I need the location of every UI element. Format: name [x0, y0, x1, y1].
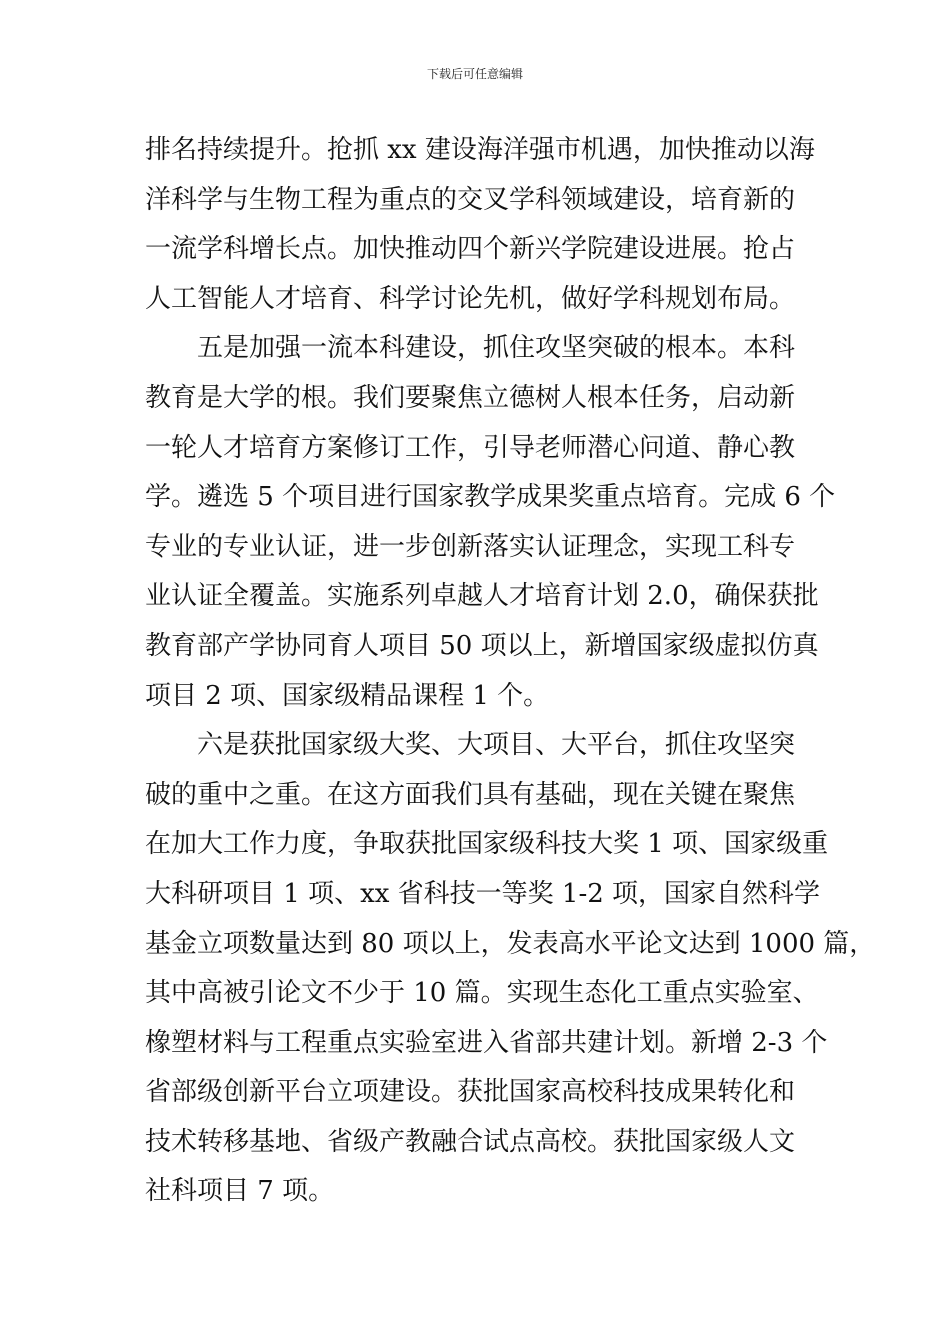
text-line: 项目 2 项、国家级精品课程 1 个。 — [145, 680, 550, 711]
paragraph-first-line: 五是加强一流本科建设，抓住攻坚突破的根本。本科 — [197, 333, 796, 364]
text-line: 省部级创新平台立项建设。获批国家高校科技成果转化和 — [145, 1077, 796, 1108]
text-line: 一流学科增长点。加快推动四个新兴学院建设进展。抢占 — [145, 234, 796, 265]
text-line: 人工智能人才培育、科学讨论先机，做好学科规划布局。 — [145, 283, 796, 314]
text-line: 技术转移基地、省级产教融合试点高校。获批国家级人文 — [145, 1126, 796, 1157]
text-line: 破的重中之重。在这方面我们具有基础，现在关键在聚焦 — [145, 779, 796, 810]
text-line: 业认证全覆盖。实施系列卓越人才培育计划 2.0，确保获批 — [145, 581, 819, 612]
page-header: 下载后可任意编辑 — [426, 67, 523, 81]
paragraph-first-line: 六是获批国家级大奖、大项目、大平台，抓住攻坚突 — [197, 730, 796, 761]
text-line: 基金立项数量达到 80 项以上，发表高水平论文达到 1000 篇， — [145, 928, 876, 959]
text-line: 橡塑材料与工程重点实验室进入省部共建计划。新增 2-3 个 — [145, 1027, 828, 1058]
text-line: 排名持续提升。抢抓 xx 建设海洋强市机遇，加快推动以海 — [145, 135, 815, 165]
text-line: 一轮人才培育方案修订工作，引导老师潜心问道、静心教 — [145, 432, 796, 463]
text-line: 在加大工作力度，争取获批国家级科技大奖 1 项、国家级重 — [145, 829, 829, 860]
text-line: 洋科学与生物工程为重点的交叉学科领域建设，培育新的 — [145, 184, 796, 215]
text-line: 大科研项目 1 项、xx 省科技一等奖 1-2 项，国家自然科学 — [145, 878, 821, 909]
text-line: 社科项目 7 项。 — [145, 1176, 335, 1207]
text-line: 专业的专业认证，进一步创新落实认证理念，实现工科专 — [145, 531, 796, 562]
text-line: 学。遴选 5 个项目进行国家教学成果奖重点培育。完成 6 个 — [145, 482, 836, 513]
text-line: 教育部产学协同育人项目 50 项以上，新增国家级虚拟仿真 — [145, 630, 819, 661]
text-line: 其中高被引论文不少于 10 篇。实现生态化工重点实验室、 — [145, 978, 819, 1009]
text-line: 教育是大学的根。我们要聚焦立德树人根本任务，启动新 — [145, 382, 796, 413]
document-body — [145, 126, 876, 1217]
